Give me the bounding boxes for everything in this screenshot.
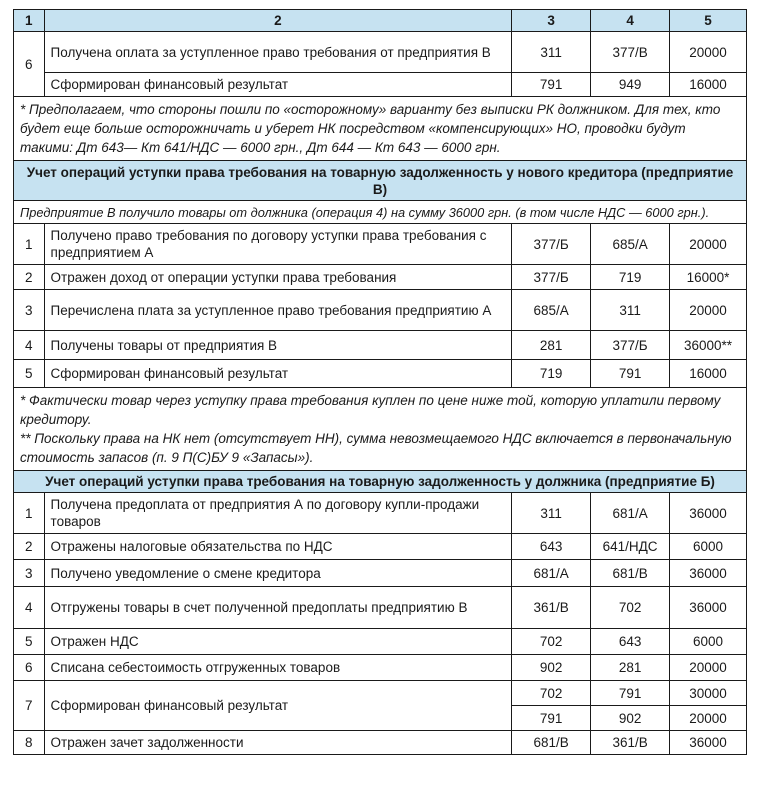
row-description: Отгружены товары в счет полученной предоплаты предприятию В (44, 587, 512, 629)
header-cell: 5 (670, 10, 747, 32)
amount: 36000 (670, 587, 747, 629)
header-cell: 3 (512, 10, 591, 32)
debit-account: 643 (512, 534, 591, 560)
debit-account: 377/Б (512, 265, 591, 290)
amount: 6000 (670, 629, 747, 655)
debit-account: 791 (512, 73, 591, 97)
debit-account: 311 (512, 493, 591, 534)
row-number: 6 (14, 32, 45, 97)
row-description: Отражены налоговые обязательства по НДС (44, 534, 512, 560)
row-number: 1 (14, 224, 45, 265)
credit-account: 641/НДС (591, 534, 670, 560)
amount: 16000 (670, 360, 747, 388)
table-row (14, 493, 747, 534)
credit-account: 361/В (591, 731, 670, 755)
amount: 36000 (670, 560, 747, 587)
table-row (14, 224, 747, 265)
debit-account: 281 (512, 331, 591, 360)
table-row (14, 73, 747, 97)
section-title: Учет операций уступки права требования на товарную задолженность у нового кредитора (предприятие В) (14, 161, 747, 201)
table-row (14, 731, 747, 755)
credit-account: 377/Б (591, 331, 670, 360)
credit-account: 791 (591, 360, 670, 388)
header-cell: 4 (591, 10, 670, 32)
amount: 36000 (670, 731, 747, 755)
amount: 20000 (670, 224, 747, 265)
table-row (14, 32, 747, 73)
table-row (14, 360, 747, 388)
row-number: 2 (14, 265, 45, 290)
amount: 20000 (670, 706, 747, 731)
amount: 6000 (670, 534, 747, 560)
debit-account: 702 (512, 629, 591, 655)
debit-account: 681/А (512, 560, 591, 587)
accounting-table (13, 9, 747, 755)
credit-account: 685/А (591, 224, 670, 265)
amount: 16000* (670, 265, 747, 290)
debit-account: 702 (512, 681, 591, 706)
row-description: Получено уведомление о смене кредитора (44, 560, 512, 587)
row-description: Получена предоплата от предприятия А по договору купли-продажи товаров (44, 493, 512, 534)
row-number: 4 (14, 587, 45, 629)
debit-account: 791 (512, 706, 591, 731)
debit-account: 311 (512, 32, 591, 73)
footnote-row (14, 97, 747, 161)
table-row (14, 560, 747, 587)
header-row (14, 10, 747, 32)
table-row (14, 290, 747, 331)
credit-account: 377/В (591, 32, 670, 73)
section-header-row (14, 471, 747, 493)
amount: 30000 (670, 681, 747, 706)
table-row (14, 331, 747, 360)
credit-account: 902 (591, 706, 670, 731)
table-row (14, 655, 747, 681)
row-description: Перечислена плата за уступленное право требования предприятию А (44, 290, 512, 331)
debit-account: 377/Б (512, 224, 591, 265)
debit-account: 902 (512, 655, 591, 681)
row-description: Сформирован финансовый результат (44, 73, 512, 97)
row-description: Отражен зачет задолженности (44, 731, 512, 755)
row-number: 6 (14, 655, 45, 681)
table-row (14, 587, 747, 629)
footnote-block (14, 388, 747, 471)
row-number: 3 (14, 290, 45, 331)
row-number: 4 (14, 331, 45, 360)
table-row (14, 534, 747, 560)
footnote-row (14, 388, 747, 471)
section-title: Учет операций уступки права требования на товарную задолженность у должника (предприятие Б) (14, 471, 747, 493)
debit-account: 361/В (512, 587, 591, 629)
row-description: Отражен НДС (44, 629, 512, 655)
row-number: 7 (14, 681, 45, 731)
footnote: * Предполагаем, что стороны пошли по «осторожному» варианту без выписки РК должником. Для тех, кто будет еще больше осторожничать и уберет НК посредством «компенсирующих» НО, проводки будут такими: Дт 643— Кт 641/НДС — 6000 грн., Дт 644 — Кт 643 — 6000 грн. (14, 97, 747, 161)
row-description: Получено право требования по договору уступки права требования с предприятием А (44, 224, 512, 265)
credit-account: 949 (591, 73, 670, 97)
section-note: Предприятие В получило товары от должника (операция 4) на сумму 36000 грн. (в том числе НДС — 6000 грн.). (14, 201, 747, 224)
credit-account: 681/В (591, 560, 670, 587)
debit-account: 685/А (512, 290, 591, 331)
debit-account: 719 (512, 360, 591, 388)
header-cell: 1 (14, 10, 45, 32)
row-number: 1 (14, 493, 45, 534)
credit-account: 702 (591, 587, 670, 629)
section-note-row (14, 201, 747, 224)
amount: 20000 (670, 290, 747, 331)
credit-account: 791 (591, 681, 670, 706)
table-row (14, 681, 747, 706)
table-row (14, 629, 747, 655)
row-description: Сформирован финансовый результат (44, 681, 512, 731)
row-description: Отражен доход от операции уступки права требования (44, 265, 512, 290)
row-number: 5 (14, 360, 45, 388)
debit-account: 681/В (512, 731, 591, 755)
footnote: ** Поскольку права на НК нет (отсутствует НН), сумма невозмещаемого НДС включается в первоначальную стоимость запасов (п. 9 П(С)БУ 9 «Запасы»). (20, 431, 732, 465)
row-number: 2 (14, 534, 45, 560)
row-number: 5 (14, 629, 45, 655)
amount: 36000** (670, 331, 747, 360)
row-description: Получена оплата за уступленное право требования от предприятия В (44, 32, 512, 73)
amount: 36000 (670, 493, 747, 534)
credit-account: 643 (591, 629, 670, 655)
amount: 16000 (670, 73, 747, 97)
credit-account: 281 (591, 655, 670, 681)
header-cell: 2 (44, 10, 512, 32)
table-row (14, 265, 747, 290)
row-number: 8 (14, 731, 45, 755)
amount: 20000 (670, 32, 747, 73)
credit-account: 681/А (591, 493, 670, 534)
row-description: Сформирован финансовый результат (44, 360, 512, 388)
footnote: * Фактически товар через уступку права требования куплен по цене ниже той, которую уплатили первому кредитору. (20, 393, 721, 427)
row-description: Списана себестоимость отгруженных товаров (44, 655, 512, 681)
row-number: 3 (14, 560, 45, 587)
credit-account: 311 (591, 290, 670, 331)
row-description: Получены товары от предприятия В (44, 331, 512, 360)
credit-account: 719 (591, 265, 670, 290)
section-header-row (14, 161, 747, 201)
amount: 20000 (670, 655, 747, 681)
